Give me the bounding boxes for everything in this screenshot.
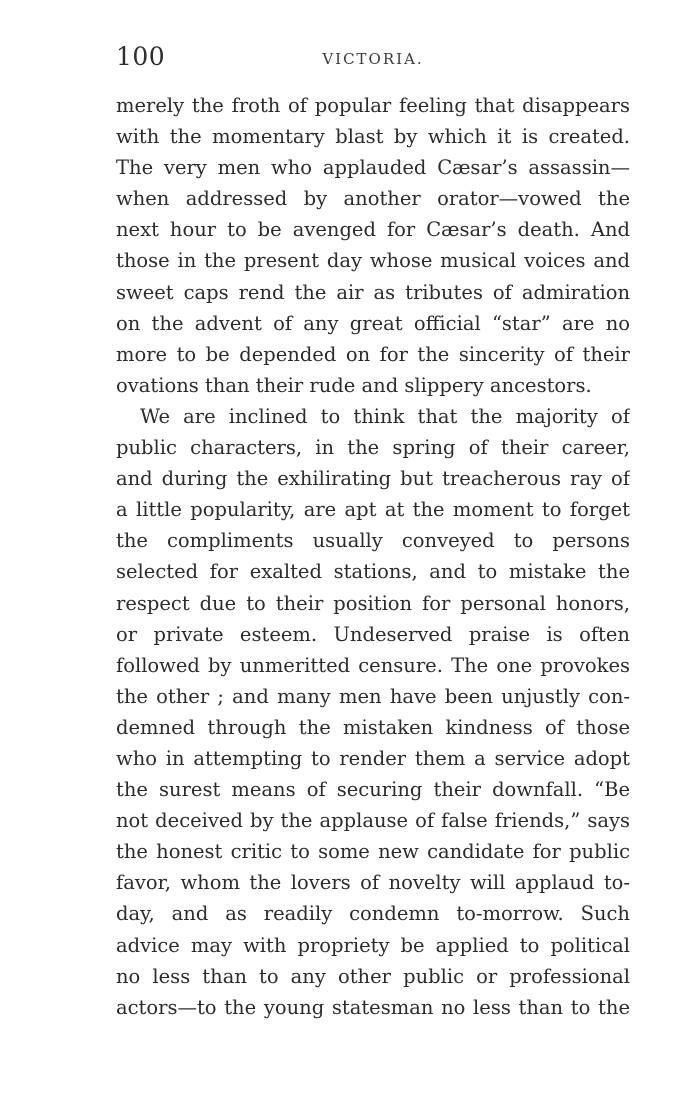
text-line: selected for exalted stations, and to mistake the (116, 560, 630, 584)
text-line: advice may with propriety be applied to political (116, 933, 630, 957)
text-line: day, and as readily condemn to-morrow. Such (116, 902, 630, 926)
text-line: ovations than their rude and slippery ancestors. (116, 373, 592, 397)
text-line: more to be depended on for the sincerity of their (116, 342, 630, 366)
text-line: We are inclined to think that the majority of (140, 404, 630, 428)
text-line: The very men who applauded Cæsar’s assassin— (116, 156, 630, 180)
text-line: on the advent of any great official “star” are no (116, 311, 630, 335)
text-line: no less than to any other public or professional (116, 964, 630, 988)
text-line: those in the present day whose musical voices and (116, 249, 630, 273)
text-line: merely the froth of popular feeling that disappears (116, 94, 630, 117)
text-line: the compliments usually conveyed to persons (116, 529, 630, 553)
text-line: next hour to be avenged for Cæsar’s death. And (116, 218, 630, 242)
text-line: the honest critic to some new candidate for public (116, 840, 630, 864)
text-line: the other ; and many men have been unjustly con- (116, 684, 630, 708)
text-line: demned through the mistaken kindness of those (116, 715, 630, 739)
text-line: actors—to the young statesman no less than to the (116, 995, 630, 1019)
text-line: not deceived by the applause of false friends,” says (116, 809, 630, 833)
text-line: with the momentary blast by which it is created. (116, 125, 630, 149)
text-line: a little popularity, are apt at the moment to forget (116, 498, 630, 522)
page-number: 100 (116, 42, 166, 71)
text-line: or private esteem. Undeserved praise is often (116, 622, 630, 646)
text-line: sweet caps rend the air as tributes of admiration (116, 280, 630, 304)
running-head: VICTORIA. (322, 50, 424, 68)
text-line: and during the exhilirating but treacherous ray of (116, 467, 630, 491)
text-line: respect due to their position for personal honors, (116, 591, 630, 615)
text-line: public characters, in the spring of their career, (116, 436, 630, 460)
text-line: favor, whom the lovers of novelty will applaud to- (116, 871, 630, 895)
body-text (116, 90, 630, 1023)
text-line: when addressed by another orator—vowed the (116, 187, 630, 211)
text-line: the surest means of securing their downfall. “Be (116, 778, 630, 802)
page-header (116, 42, 630, 82)
text-line: followed by unmeritted censure. The one provokes (116, 653, 630, 677)
text-line: who in attempting to render them a service adopt (116, 746, 630, 770)
